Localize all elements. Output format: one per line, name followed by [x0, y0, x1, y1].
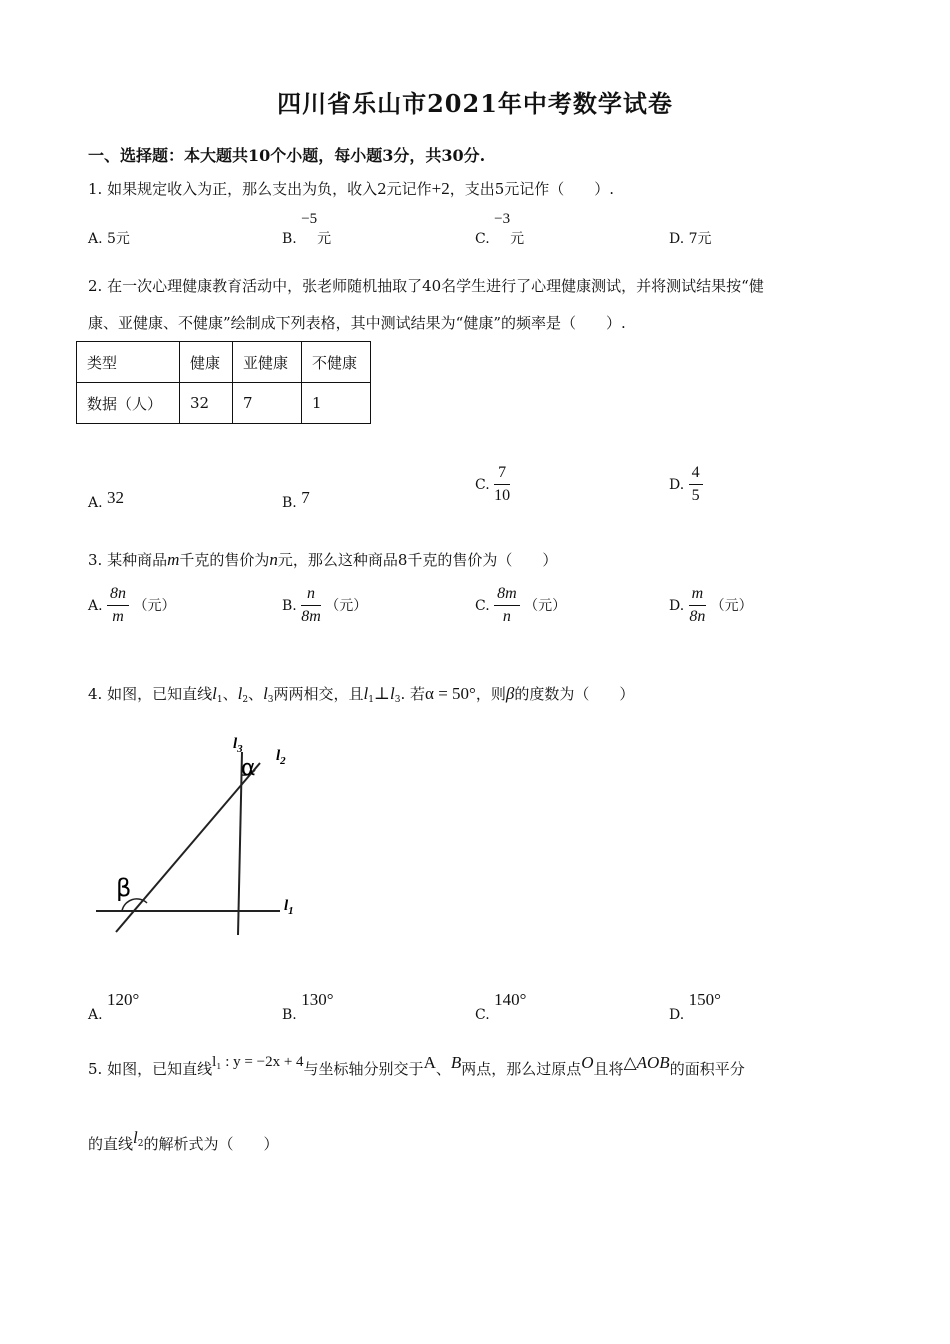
- var-m: m: [167, 550, 180, 569]
- q5-text-line2-end: 的解析式为（ ）: [143, 1135, 279, 1153]
- q3-text-end: 元，那么这种商品8千克的售价为（ ）: [277, 551, 558, 569]
- separator: 、: [435, 1060, 451, 1078]
- q4-text: 4. 如图，已知直线: [88, 685, 213, 703]
- q4-text-d: ，则: [475, 685, 506, 703]
- separator: 、: [222, 685, 238, 703]
- option-value: 7: [301, 488, 310, 507]
- option-value: 130°: [301, 990, 334, 1009]
- table-cell: 类型: [77, 342, 180, 383]
- var-l3: l: [263, 684, 268, 703]
- numerator: 7: [494, 464, 510, 485]
- var-l1: l: [363, 684, 369, 703]
- q5-text-end: 的面积平分: [669, 1060, 745, 1078]
- q1-option-b[interactable]: [282, 211, 332, 247]
- q1-option-c[interactable]: [475, 211, 525, 247]
- table-cell: 亚健康: [233, 342, 302, 383]
- option-value: −5: [301, 211, 318, 227]
- option-label: A.: [88, 597, 103, 614]
- alpha-equation: α = 50°: [425, 684, 476, 703]
- fraction: [107, 585, 129, 627]
- q1-text: 1. 如果规定收入为正，那么支出为负，收入2元记作: [88, 180, 432, 198]
- unit: （元）: [710, 597, 753, 614]
- table-cell: 32: [180, 383, 233, 424]
- numerator: 4: [689, 464, 703, 485]
- subscript: 1: [368, 695, 375, 705]
- q3-text: 3. 某种商品: [88, 551, 168, 569]
- var-n: n: [269, 550, 278, 569]
- question-4: [88, 683, 634, 704]
- option-value: 32: [107, 488, 125, 507]
- numerator: 8m: [494, 585, 520, 606]
- subscript: 2: [137, 1139, 144, 1149]
- question-1: [88, 178, 614, 199]
- q2-option-c[interactable]: [475, 464, 510, 506]
- option-label: C.: [475, 1007, 490, 1023]
- q2-table: [76, 341, 371, 424]
- subscript: 3: [267, 695, 274, 705]
- fraction: [494, 585, 520, 627]
- numerator: m: [689, 585, 707, 606]
- unit: （元）: [325, 597, 368, 614]
- question-2-line1: 2. 在一次心理健康教育活动中，张老师随机抽取了40名学生进行了心理健康测试，并将测试结果按“健: [88, 277, 764, 295]
- origin-o: O: [581, 1053, 594, 1072]
- point-b: B: [450, 1053, 462, 1072]
- option-unit: 元: [317, 231, 332, 247]
- q2-option-a[interactable]: [88, 488, 125, 512]
- fraction: [494, 464, 510, 506]
- q5-text-line2: 的直线: [88, 1135, 134, 1153]
- q3-option-b[interactable]: [282, 585, 367, 627]
- page-title: 四川省乐山市2021年中考数学试卷: [277, 89, 673, 118]
- denominator: m: [112, 608, 124, 626]
- label-l2: $l_2$: [276, 748, 286, 767]
- fraction: [689, 464, 703, 506]
- denominator: 8n: [689, 608, 706, 626]
- table-row: [77, 342, 371, 383]
- table-row: [77, 383, 371, 424]
- q4-text-c: . 若: [400, 685, 426, 703]
- subscript: 3: [394, 695, 401, 705]
- option-label: A.: [88, 1007, 103, 1023]
- q5-text-b: 与坐标轴分别交于: [303, 1060, 424, 1078]
- numerator: 8n: [107, 585, 129, 606]
- table-cell: 不健康: [302, 342, 371, 383]
- option-value: 5元: [107, 231, 130, 247]
- q5-text: 5. 如图，已知直线: [88, 1060, 213, 1078]
- denominator: 10: [494, 487, 511, 505]
- q5-text-c: 两点，那么过原点: [461, 1060, 582, 1078]
- question-5-line2: [88, 1128, 279, 1154]
- q4-option-c[interactable]: [475, 990, 527, 1023]
- question-3: [88, 549, 557, 570]
- q4-text-end: 的度数为（ ）: [514, 685, 635, 703]
- perp-symbol: ⊥: [374, 684, 391, 703]
- var-l3: l: [390, 684, 395, 703]
- option-label: A.: [88, 495, 103, 511]
- label-l1: $l_1$: [284, 898, 294, 917]
- q4-option-a[interactable]: [88, 990, 140, 1023]
- q2-option-b[interactable]: [282, 488, 310, 512]
- q4-option-d[interactable]: [669, 990, 721, 1023]
- option-label: B.: [282, 1007, 297, 1023]
- line-equation: l₁ : y = −2x + 4: [212, 1054, 304, 1070]
- table-cell: 1: [302, 383, 371, 424]
- q4-option-b[interactable]: [282, 990, 334, 1023]
- fraction: [689, 585, 707, 627]
- q3-option-a[interactable]: [88, 585, 175, 627]
- q1-option-a[interactable]: [88, 228, 130, 248]
- q1-text-end: ，支出5元记作（ ）.: [449, 180, 615, 198]
- option-unit: 元: [510, 231, 525, 247]
- beta-label: β: [116, 874, 132, 902]
- q4-figure: [80, 730, 320, 945]
- q3-option-d[interactable]: [669, 585, 753, 627]
- numerator: n: [301, 585, 321, 606]
- option-label: C.: [475, 231, 490, 247]
- table-cell: 数据（人）: [77, 383, 180, 424]
- var-l2: l: [237, 684, 243, 703]
- table-cell: 7: [233, 383, 302, 424]
- section-heading: 一、选择题：本大题共10个小题，每小题3分，共30分.: [88, 146, 486, 165]
- q2-option-d[interactable]: [669, 464, 703, 506]
- q3-text-mid: 千克的售价为: [179, 551, 270, 569]
- var-beta: β: [505, 684, 515, 703]
- q4-text-mid: 两两相交，且: [273, 685, 364, 703]
- question-2-line2: 康、亚健康、不健康”绘制成下列表格，其中测试结果为“健康”的频率是（ ）.: [88, 314, 626, 332]
- option-label: B.: [282, 231, 297, 247]
- option-value: 140°: [494, 990, 527, 1009]
- option-value: 7元: [688, 231, 712, 247]
- option-label: B.: [282, 495, 297, 511]
- q3-option-c[interactable]: [475, 585, 566, 627]
- denominator: n: [502, 608, 511, 626]
- option-label: D.: [669, 231, 685, 247]
- subscript: 1: [216, 695, 223, 705]
- option-label: C.: [475, 476, 490, 493]
- denominator: 5: [691, 487, 700, 505]
- unit: （元）: [524, 597, 567, 614]
- label-l3: $l_3$: [233, 736, 243, 755]
- var-l1: l: [212, 684, 217, 703]
- table-cell: 健康: [180, 342, 233, 383]
- option-label: A.: [88, 231, 103, 247]
- option-value: −3: [494, 211, 511, 227]
- point-a: A: [423, 1053, 436, 1072]
- separator: 、: [248, 685, 264, 703]
- fraction: [301, 585, 321, 627]
- unit: （元）: [133, 597, 176, 614]
- alpha-label: α: [241, 756, 256, 781]
- option-value: 150°: [688, 990, 721, 1009]
- option-label: D.: [669, 1007, 685, 1023]
- q1-option-d[interactable]: [669, 228, 712, 248]
- var-l2: l: [133, 1128, 138, 1147]
- subscript: 2: [242, 695, 249, 705]
- q1-plus2: +2: [431, 179, 450, 198]
- option-label: B.: [282, 597, 297, 614]
- question-5-line1: [88, 1053, 745, 1079]
- denominator: 8m: [301, 608, 321, 626]
- option-label: C.: [475, 597, 490, 614]
- q5-text-d: 且将: [593, 1060, 624, 1078]
- triangle-aob: △AOB: [623, 1053, 670, 1072]
- option-label: D.: [669, 476, 685, 493]
- option-label: D.: [669, 597, 685, 614]
- option-value: 120°: [107, 990, 140, 1009]
